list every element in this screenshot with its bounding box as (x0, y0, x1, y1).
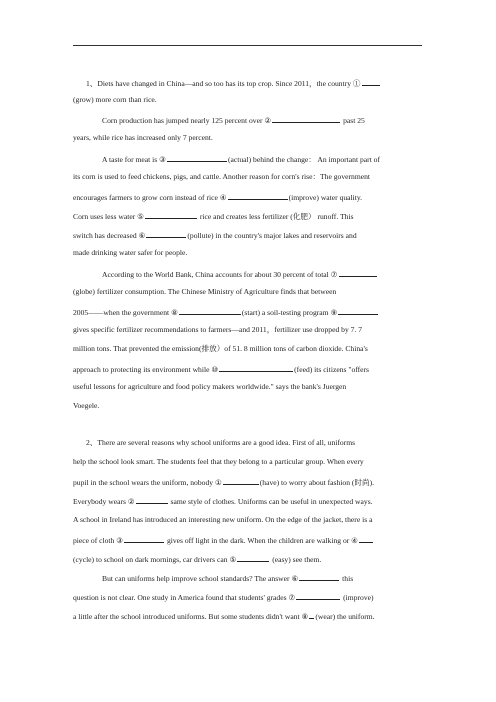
passage2-line-8: But can uniforms help improve school standards? The answer ⑥ this (102, 574, 354, 583)
passage2-line-10: a little after the school introduced uniforms. But some students didn't want ⑧ (wear) the uniform. (73, 612, 375, 621)
passage1-line-13: 2005——when the government ⑧ (start) a soil-testing program ⑨ (73, 306, 379, 318)
passage1-line-4: years, while rice has increased only 7 percent. (73, 133, 213, 142)
answer-blank[interactable] (362, 77, 380, 86)
answer-blank[interactable] (272, 114, 340, 123)
answer-blank[interactable] (228, 191, 288, 200)
passage1-line-16: approach to protecting its environment while ⑩ (feed) its citizens "offers (73, 365, 370, 374)
passage1-line-2: (grow) more corn than rice. (73, 95, 157, 104)
passage2-line-2: help the school look smart. The students feel that they belong to a particular group. When every (73, 457, 364, 466)
answer-blank[interactable] (219, 363, 293, 372)
answer-blank[interactable] (338, 306, 378, 315)
passage1-line-3: Corn production has jumped nearly 125 percent over ② past 25 (102, 116, 365, 125)
answer-blank[interactable] (296, 591, 340, 600)
answer-blank[interactable] (223, 476, 259, 485)
answer-blank[interactable] (309, 610, 314, 619)
passage2-line-7: (cycle) to school on dark mornings, car drivers can ⑤ (easy) see them. (73, 555, 322, 564)
answer-blank[interactable] (124, 534, 164, 543)
passage1-line-6: its corn is used to feed chickens, pigs, and cattle. Another reason for corn's rise：The government (73, 172, 371, 181)
passage1-line-8: Corn uses less water ⑤ rice and creates less fertilizer (化肥） runoff. This (73, 212, 354, 221)
passage1-line-7: encourages farmers to grow corn instead of rice ④ (improve) water quality. (73, 193, 363, 202)
passage1-line-12: (globe) fertilizer consumption. The Chinese Ministry of Agriculture finds that between (73, 287, 337, 296)
passage1-line-11: According to the World Bank, China accounts for about 30 percent of total ⑦ (102, 268, 378, 280)
answer-blank[interactable] (167, 153, 227, 162)
answer-blank[interactable] (359, 534, 373, 543)
passage2-line-3: pupil in the school wears the uniform, nobody ① (have) to worry about fashion (时尚). (73, 478, 375, 487)
answer-blank[interactable] (237, 553, 269, 562)
passage1-line-1: 1、Diets have changed in China—and so too has its top crop. Since 2011，the country ① (86, 77, 381, 89)
passage1-line-15: million tons. That prevented the emission(排放）of 51. 8 million tons of carbon dioxide. China's (73, 344, 368, 353)
passage2-line-1: 2、There are several reasons why school uniforms are a good idea. First of all, uniforms (86, 438, 356, 447)
answer-blank[interactable] (145, 210, 197, 219)
passage1-line-9: switch has decreased ⑥ (pollute) in the country's major lakes and reservoirs and (73, 231, 357, 240)
header-rule (73, 45, 422, 46)
passage1-line-18: Voegele. (73, 401, 100, 410)
passage1-line-5: A taste for meat is ③ (actual) behind the change： An important part of (102, 155, 381, 164)
answer-blank[interactable] (146, 229, 186, 238)
passage2-line-9: question is not clear. One study in America found that students' grades ⑦ (improve) (73, 593, 374, 602)
passage1-line-14: gives specific fertilizer recommendations to farmers—and 2011，fertilizer use dropped by 7. 7 (73, 325, 363, 334)
answer-blank[interactable] (299, 572, 339, 581)
passage2-line-6: piece of cloth ③ gives off light in the dark. When the children are walking or ④ (73, 534, 374, 546)
answer-blank[interactable] (136, 495, 168, 504)
passage1-line-10: made drinking water safer for people. (73, 248, 188, 257)
passage2-line-5: A school in Ireland has introduced an interesting new uniform. On the edge of the jacket, there is a (73, 515, 373, 524)
answer-blank[interactable] (179, 306, 241, 315)
passage1-line-17: useful lessons for agriculture and food policy makers worldwide." says the bank's Juergen (73, 382, 347, 391)
answer-blank[interactable] (339, 268, 377, 277)
passage2-line-4: Everybody wears ② same style of clothes. Uniforms can be useful in unexpected ways. (73, 497, 373, 506)
